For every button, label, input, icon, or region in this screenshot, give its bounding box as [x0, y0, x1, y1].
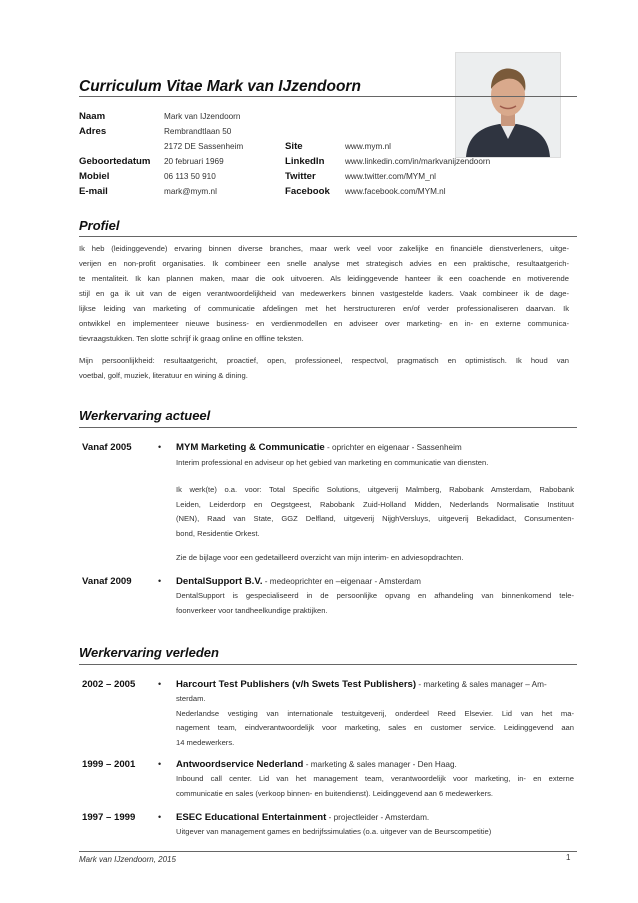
value-adres-2: 2172 DE Sassenheim	[164, 142, 244, 151]
portrait-photo	[455, 52, 561, 158]
verleden-divider	[79, 664, 577, 665]
job-description	[176, 589, 574, 618]
job-date: 2002 – 2005	[82, 679, 136, 690]
value-mobiel: 06 113 50 910	[164, 172, 216, 181]
bullet-icon: •	[158, 759, 162, 769]
text-line: (NEN), Raad van State, GGZ Delfland, uitgeverij NijghVersluys, uitgeverij Bekadidact, Consumenten-	[176, 514, 574, 524]
job-description	[176, 772, 574, 801]
job-clients	[176, 483, 574, 542]
job-title-line	[176, 442, 462, 453]
job-title-line	[176, 759, 457, 770]
profiel-paragraph	[79, 241, 569, 346]
text-line: bond, Residentie Orkest.	[176, 529, 260, 539]
value-site[interactable]: www.mym.nl	[345, 142, 391, 151]
text-line: Ik heb (leidinggevende) ervaring binnen diverse branches, maar werk veel voor zakelijke en financiële dienstverleners, uitge-	[79, 244, 569, 253]
job-description	[176, 825, 574, 840]
job-date: Vanaf 2005	[82, 442, 132, 453]
footer-author: Mark van IJzendoorn, 2015	[79, 855, 176, 864]
label-geboortedatum: Geboortedatum	[79, 156, 151, 167]
job-description	[176, 456, 574, 471]
page-number: 1	[566, 853, 571, 862]
label-email: E-mail	[79, 186, 108, 197]
job-description	[176, 692, 574, 751]
value-linkedin[interactable]: www.linkedin.com/in/markvanijzendoorn	[345, 157, 491, 166]
text-line: Leiden, Leiderdorp en Oegstgeest, Rabobank Zuid-Holland Midden, Nederlands Normalisatie Instituut	[176, 499, 574, 509]
company-name: DentalSupport B.V.	[176, 576, 263, 587]
bullet-icon: •	[158, 576, 162, 586]
company-name: MYM Marketing & Communicatie	[176, 442, 325, 453]
label-mobiel: Mobiel	[79, 171, 110, 182]
section-heading-actueel: Werkervaring actueel	[79, 408, 211, 423]
job-title-line	[176, 812, 429, 823]
text-line: verijen en non-profit organisaties. Ik combineer een snelle analyse met strategisch advies en een praktische, resultaatgerich-	[79, 259, 569, 268]
job-role: - marketing & sales manager – Am-	[416, 680, 547, 689]
job-title-line	[176, 576, 421, 587]
text-line: tievraagstukken. Ten slotte schrijf ik graag online en offline teksten.	[79, 334, 304, 343]
page-title: Curriculum Vitae Mark van IJzendoorn	[79, 78, 361, 95]
job-role: - oprichter en eigenaar - Sassenheim	[324, 443, 462, 452]
person-image	[456, 53, 560, 157]
value-adres-1: Rembrandtlaan 50	[164, 127, 232, 136]
text-line: Zie de bijlage voor een gedetailleerd overzicht van mijn interim- en adviesopdrachten.	[176, 553, 464, 562]
text-line: lijkse leiding van marketing of communicatie afdelingen met het herstructureren en/of verder professionaliseren daarvan. Ik	[79, 304, 569, 313]
company-name: Antwoordservice Nederland	[176, 759, 304, 770]
job-date: Vanaf 2009	[82, 576, 132, 587]
label-twitter: Twitter	[285, 171, 316, 182]
bullet-icon: •	[158, 679, 162, 689]
text-line: foonverkeer voor tandheelkundige praktijken.	[176, 605, 328, 615]
company-name: Harcourt Test Publishers (v/h Swets Test Publishers)	[176, 679, 417, 690]
text-line: sterdam.	[176, 694, 206, 703]
value-naam: Mark van IJzendoorn	[164, 112, 241, 121]
text-line: voetbal, golf, muziek, literatuur en wining & dining.	[79, 371, 248, 380]
label-linkedin: LinkedIn	[285, 156, 325, 167]
text-line: 14 medewerkers.	[176, 738, 235, 748]
value-facebook[interactable]: www.facebook.com/MYM.nl	[345, 187, 446, 196]
text-line: stijl en ga ik uit van de eigen verantwoordelijkheid van medewerkers binnen vastgestelde kaders. Vaak combineer ik de dage-	[79, 289, 569, 298]
actueel-divider	[79, 427, 577, 428]
text-line: communicatie en sales (verkoop binnen- en buitendienst). Leidinggevend aan 6 medewerkers.	[176, 788, 494, 798]
persoonlijkheid-paragraph	[79, 353, 569, 383]
bullet-icon: •	[158, 812, 162, 822]
section-heading-verleden: Werkervaring verleden	[79, 645, 219, 660]
label-facebook: Facebook	[285, 186, 330, 197]
text-line: DentalSupport is gespecialiseerd in de persoonlijke opvang en afhandeling van binnenkomend tele-	[176, 591, 574, 600]
job-title-line	[176, 679, 547, 690]
bullet-icon: •	[158, 442, 162, 452]
job-date: 1999 – 2001	[82, 759, 136, 770]
job-date: 1997 – 1999	[82, 812, 136, 823]
text-line: Uitgever van management games en bedrijfssimulaties (o.a. uitgever van de Beurscompetitie)	[176, 827, 492, 836]
job-attachment-note	[176, 551, 574, 566]
profiel-divider	[79, 236, 577, 237]
text-line: Interim professional en adviseur op het gebied van marketing en communicatie van diensten.	[176, 458, 489, 467]
value-geboortedatum: 20 februari 1969	[164, 157, 224, 166]
job-role: - projectleider - Amsterdam.	[326, 813, 430, 822]
label-naam: Naam	[79, 111, 106, 122]
footer-divider	[79, 851, 577, 852]
label-site: Site	[285, 141, 303, 152]
job-role: - medeoprichter en –eigenaar - Amsterdam	[262, 577, 421, 586]
text-line: Ik werk(te) o.a. voor: Total Specific Solutions, uitgeverij Malmberg, Rabobank Amsterdam, Rabobank	[176, 485, 574, 494]
label-adres: Adres	[79, 126, 107, 137]
job-role: - marketing & sales manager - Den Haag.	[303, 760, 457, 769]
text-line: Mijn persoonlijkheid: resultaatgericht, proactief, open, professioneel, respectvol, pragmatisch en optimistisch. Ik houd van	[79, 356, 569, 365]
text-line: Nederlandse vestiging van internationale testuitgeverij, onderdeel Reed Elsevier. Lid van het ma-	[176, 708, 574, 718]
section-heading-profiel: Profiel	[79, 218, 120, 233]
text-line: nagement team, eindverantwoordelijk voor marketing, sales en customer service. Leidinggevend aan	[176, 723, 574, 733]
text-line: ontwikkel en implementeer nieuwe business- en verdienmodellen en adviseer over marketing- en in- en externe communica-	[79, 319, 569, 328]
title-divider	[79, 96, 577, 97]
company-name: ESEC Educational Entertainment	[176, 812, 327, 823]
text-line: Inbound call center. Lid van het management team, verantwoordelijk voor marketing, in- en externe	[176, 774, 574, 783]
value-email[interactable]: mark@mym.nl	[164, 187, 217, 196]
value-twitter[interactable]: www.twitter.com/MYM_nl	[345, 172, 436, 181]
text-line: te mentaliteit. Ik kan plannen maken, maar die ook uitvoeren. Als leidinggevende hanteer ik een coachende en motiverende	[79, 274, 569, 283]
